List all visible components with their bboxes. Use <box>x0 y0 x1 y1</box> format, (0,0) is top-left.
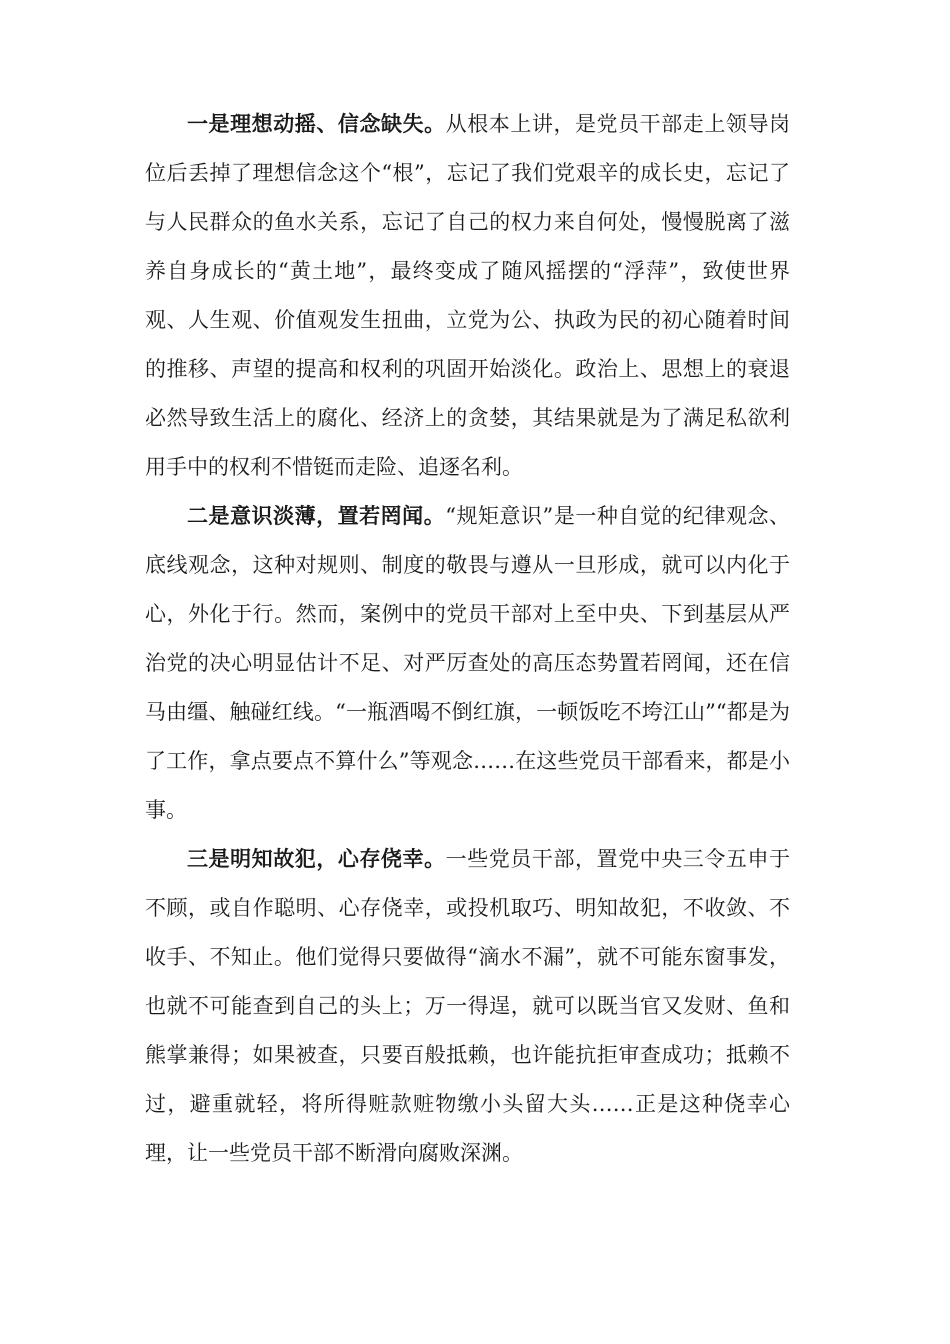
paragraph-lead: 三是明知故犯，心存侥幸。 <box>187 847 446 871</box>
paragraph-ideals <box>145 100 790 492</box>
paragraph-lead: 一是理想动摇、信念缺失。 <box>187 112 446 136</box>
document-body <box>145 100 790 1178</box>
paragraph-text: 一些党员干部，置党中央三令五申于不顾，或自作聪明、心存侥幸，或投机取巧、明知故犯，不收敛、不收手、不知止。他们觉得只要做得“滴水不漏”，就不可能东窗事发，也就不可能查到自己的头上；万一得逞，就可以既当官又发财、鱼和熊掌兼得；如果被查，只要百般抵赖，也许能抗拒审查成功；抵赖不过，避重就轻，将所得赃款赃物缴小头留大头……正是这种侥幸心理，让一些党员干部不断滑向腐败深渊。 <box>145 847 791 1165</box>
paragraph-lead: 二是意识淡薄，置若罔闻。 <box>187 504 446 528</box>
paragraph-text: “规矩意识”是一种自觉的纪律观念、底线观念，这种对规则、制度的敬畏与遵从一旦形成，就可以内化于心，外化于行。然而，案例中的党员干部对上至中央、下到基层从严治党的决心明显估计不足、对严厉查处的高压态势置若罔闻，还在信马由缰、触碰红线。“一瓶酒喝不倒红旗，一顿饭吃不垮江山”“都是为了工作，拿点要点不算什么”等观念……在这些党员干部看来，都是小事。 <box>145 504 790 822</box>
paragraph-luck <box>145 835 790 1178</box>
paragraph-awareness <box>145 492 790 835</box>
paragraph-text: 从根本上讲，是党员干部走上领导岗位后丢掉了理想信念这个“根”，忘记了我们党艰辛的成长史，忘记了与人民群众的鱼水关系，忘记了自己的权力来自何处，慢慢脱离了滋养自身成长的“黄土地”，最终变成了随风摇摆的“浮萍”，致使世界观、人生观、价值观发生扭曲，立党为公、执政为民的初心随着时间的推移、声望的提高和权利的巩固开始淡化。政治上、思想上的衰退必然导致生活上的腐化、经济上的贪婪，其结果就是为了满足私欲利用手中的权利不惜铤而走险、追逐名利。 <box>145 112 791 479</box>
